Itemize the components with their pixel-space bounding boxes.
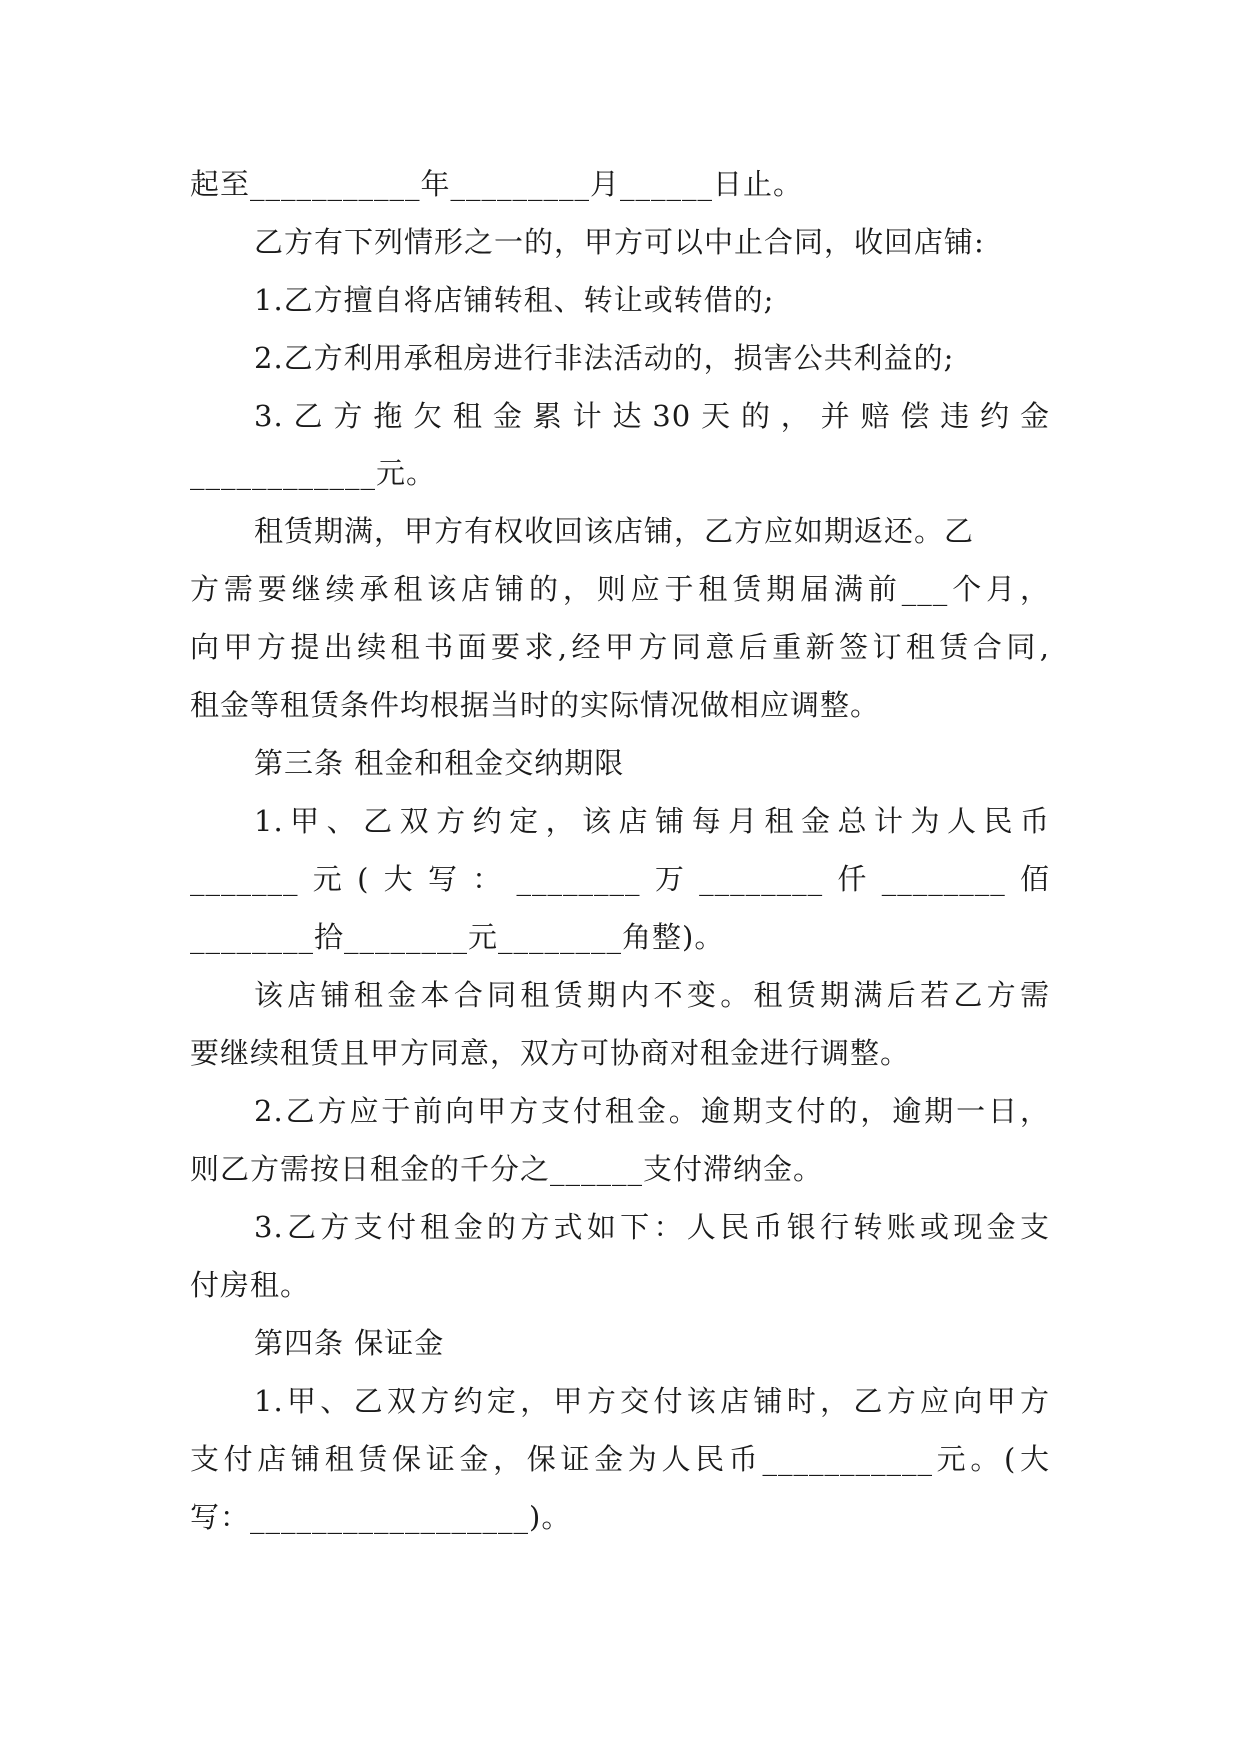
text-line-20: 付房租。	[190, 1268, 311, 1302]
text-line-12: 1.甲、乙双方约定，该店铺每月租金总计为人民币	[254, 804, 1050, 838]
text-line-2: 乙方有下列情形之一的，甲方可以中止合同，收回店铺:	[254, 225, 985, 259]
text-line-23: 支付店铺租赁保证金，保证金为人民币___________元。(大	[190, 1442, 1050, 1476]
section-heading-3: 第三条 租金和租金交纳期限	[254, 746, 625, 780]
text-line-18: 则乙方需按日租金的千分之______支付滞纳金。	[190, 1152, 824, 1186]
text-line-1: 起至___________年_________月______日止。	[190, 167, 804, 201]
text-line-10: 租金等租赁条件均根据当时的实际情况做相应调整。	[190, 688, 881, 722]
text-line-17: 2.乙方应于前向甲方支付租金。逾期支付的，逾期一日，	[254, 1094, 1050, 1128]
text-line-6: ____________元。	[190, 456, 437, 490]
list-item-3: 3.乙方拖欠租金累计达30天的，并赔偿违约金	[254, 399, 1050, 433]
text-line-13: _______元(大写：________万________仟________佰	[190, 862, 1050, 896]
text-line-15: 该店铺租金本合同租赁期内不变。租赁期满后若乙方需	[254, 978, 1050, 1012]
text-line-22: 1.甲、乙双方约定，甲方交付该店铺时，乙方应向甲方	[254, 1384, 1050, 1418]
text-line-19: 3.乙方支付租金的方式如下：人民币银行转账或现金支	[254, 1210, 1050, 1244]
list-item-1: 1.乙方擅自将店铺转租、转让或转借的;	[254, 283, 775, 317]
text-line-16: 要继续租赁且甲方同意，双方可协商对租金进行调整。	[190, 1036, 911, 1070]
text-line-7: 租赁期满，甲方有权收回该店铺，乙方应如期返还。乙	[254, 514, 975, 548]
text-line-8: 方需要继续承租该店铺的，则应于租赁期届满前___个月，	[190, 572, 1050, 606]
text-line-14: ________拾________元________角整)。	[190, 920, 725, 954]
text-line-24: 写：__________________)。	[190, 1500, 572, 1534]
text-line-9: 向甲方提出续租书面要求,经甲方同意后重新签订租赁合同,	[190, 630, 1050, 664]
section-heading-4: 第四条 保证金	[254, 1326, 445, 1360]
list-item-2: 2.乙方利用承租房进行非法活动的，损害公共利益的;	[254, 341, 955, 375]
